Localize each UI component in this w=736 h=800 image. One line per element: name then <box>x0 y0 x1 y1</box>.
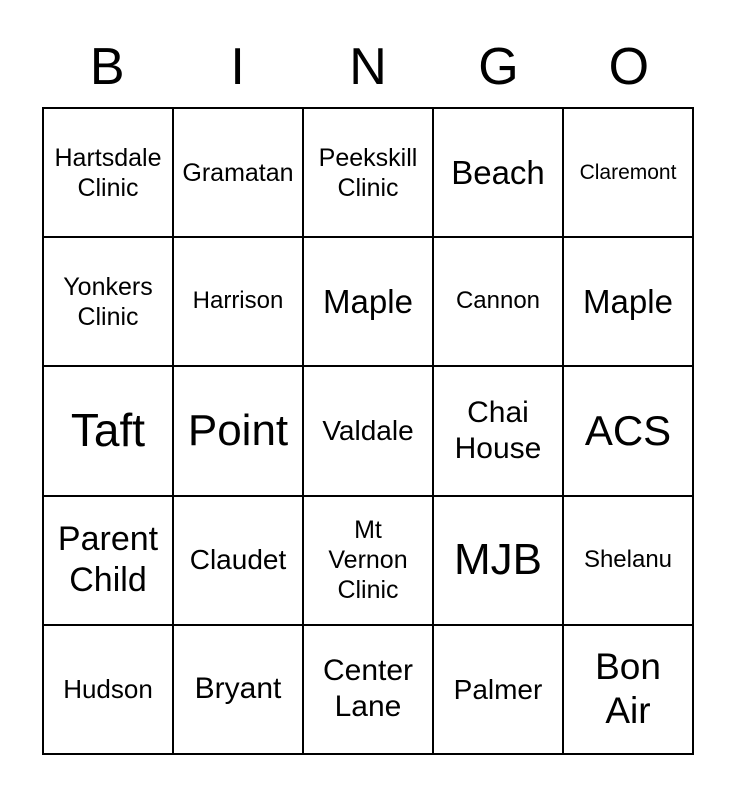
header-letter-g: G <box>478 38 519 96</box>
bingo-cell-r5c5[interactable] <box>563 625 693 754</box>
cell-label: Parent Child <box>57 520 159 600</box>
header-letter-o: O <box>608 38 650 96</box>
bingo-cell-r4c4[interactable] <box>433 496 563 625</box>
bingo-cell-r5c3[interactable] <box>303 625 433 754</box>
cell-label: Cannon <box>455 287 541 315</box>
cell-label: Hartsdale Clinic <box>54 143 162 202</box>
bingo-header <box>42 36 694 98</box>
bingo-cell-r5c2[interactable] <box>173 625 303 754</box>
bingo-cell-r5c4[interactable] <box>433 625 563 754</box>
cell-label: Maple <box>583 282 673 320</box>
cell-label: Yonkers Clinic <box>63 272 153 331</box>
cell-label: Hudson <box>63 673 153 704</box>
cell-label: Point <box>187 405 289 455</box>
bingo-cell-r3c5[interactable] <box>563 366 693 495</box>
bingo-cell-r3c1[interactable] <box>43 366 173 495</box>
cell-label: Valdale <box>322 415 414 447</box>
bingo-cell-r1c5[interactable] <box>563 108 693 237</box>
bingo-cell-r2c4[interactable] <box>433 237 563 366</box>
cell-label: Mt Vernon Clinic <box>328 516 408 605</box>
bingo-grid <box>42 107 694 755</box>
cell-label: Beach <box>451 153 545 191</box>
bingo-cell-r3c4[interactable] <box>433 366 563 495</box>
header-letter-n: N <box>349 38 387 96</box>
bingo-cell-r2c5[interactable] <box>563 237 693 366</box>
bingo-cell-r2c3[interactable] <box>303 237 433 366</box>
cell-label: Claudet <box>189 544 287 576</box>
bingo-cell-r5c1[interactable] <box>43 625 173 754</box>
cell-label: Claremont <box>579 161 677 184</box>
cell-label: Center Lane <box>322 654 414 724</box>
bingo-cell-r4c5[interactable] <box>563 496 693 625</box>
bingo-cell-r2c2[interactable] <box>173 237 303 366</box>
cell-label: Palmer <box>453 673 543 705</box>
bingo-cell-r1c2[interactable] <box>173 108 303 237</box>
bingo-cell-r1c4[interactable] <box>433 108 563 237</box>
cell-label: Shelanu <box>583 545 673 573</box>
bingo-cell-r4c2[interactable] <box>173 496 303 625</box>
cell-label: ACS <box>584 406 672 454</box>
cell-label: Chai House <box>454 395 542 465</box>
cell-label: Bon Air <box>595 646 661 732</box>
bingo-cell-r3c3[interactable] <box>303 366 433 495</box>
cell-label: Harrison <box>192 287 284 315</box>
bingo-cell-r1c1[interactable] <box>43 108 173 237</box>
bingo-cell-r1c3[interactable] <box>303 108 433 237</box>
header-letter-i: I <box>230 38 245 96</box>
cell-label: Maple <box>323 282 413 320</box>
header-letter-b: B <box>89 38 125 96</box>
bingo-cell-r2c1[interactable] <box>43 237 173 366</box>
cell-label: MJB <box>454 534 542 584</box>
bingo-cell-r4c3[interactable] <box>303 496 433 625</box>
bingo-cell-r3c2[interactable] <box>173 366 303 495</box>
cell-label: Taft <box>70 404 146 457</box>
cell-label: Gramatan <box>182 158 294 187</box>
bingo-cell-r4c1[interactable] <box>43 496 173 625</box>
cell-label: Peekskill Clinic <box>318 143 418 202</box>
cell-label: Bryant <box>194 672 282 706</box>
